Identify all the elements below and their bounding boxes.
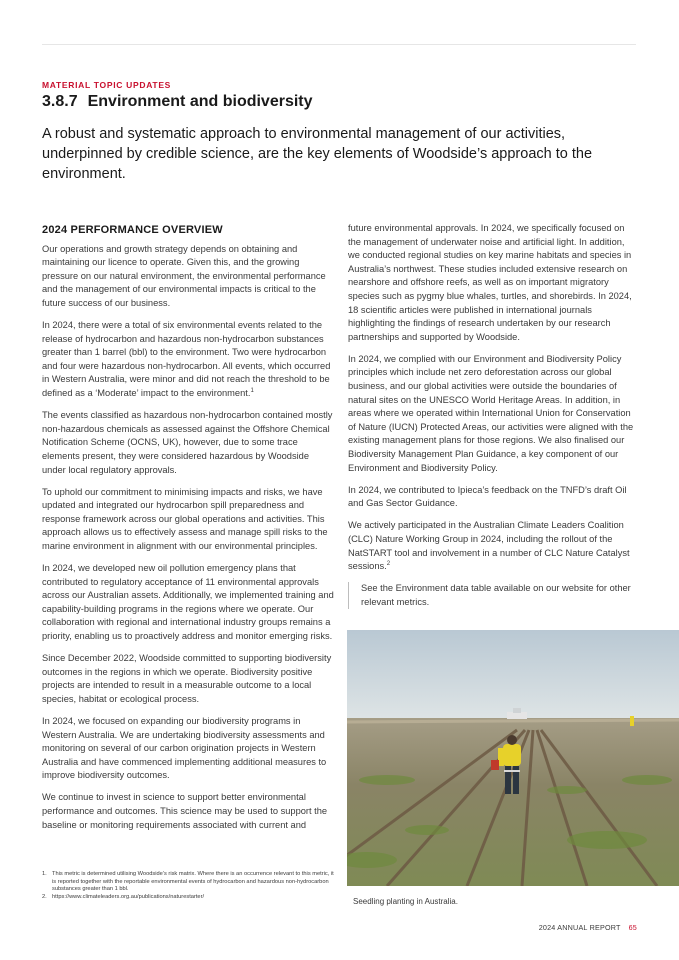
left-column — [42, 224, 334, 841]
footnote — [42, 894, 338, 902]
body-paragraph: To uphold our commitment to minimising impacts and risks, we have updated and integrated our hydrocarbon spill preparedness and response framework across our global operations and activities. This approach allows us to effectively assess and manage spill risks to the marine environment in alignment with our environmental principles. — [42, 486, 328, 551]
footnote-number: 2. — [42, 893, 47, 900]
body-paragraph: We actively participated in the Australian Climate Leaders Coalition (CLC) Nature Working Group in 2024, including the rollout of the NatSTART tool and involvement in a number of CLC Nature Catalyst sessions.$^2$ — [348, 520, 630, 572]
footnote-link[interactable]: https://www.climateleaders.org.au/publications/naturestarter/ — [52, 893, 205, 900]
lead-paragraph: A robust and systematic approach to environmental management of our activities, underpinned by credible science, are the key elements of Woodside’s approach to the environment. — [42, 126, 593, 182]
top-divider — [42, 44, 636, 45]
body-paragraph: Our operations and growth strategy depends on obtaining and maintaining our licence to operate. Given this, and the growing pressure on our natural environment, the environmental performance and the management of our environmental impacts is critical to the future success of our business. — [42, 243, 326, 308]
body-paragraph: In 2024, we complied with our Environment and Biodiversity Policy principles which include net zero deforestation across our global business, and our global activities were outside the boundaries of natural sites on the UNESCO World Heritage Areas. In addition, in areas where we operated within International Union for Conservation of Nature (IUCN) Protected Areas, our activities were aligned with the existing management plans for those regions. We also finalised our Biodiversity Management Plan Guidance, a key component of our Environment and Biodiversity Policy. — [348, 353, 634, 473]
report-name: 2024 ANNUAL REPORT — [538, 923, 621, 932]
footnote-ref[interactable]: 1 — [250, 387, 254, 394]
footnote — [42, 871, 338, 894]
body-paragraph: In 2024, there were a total of six environmental events related to the release of hydrocarbon and hazardous non-hydrocarbon substances greater than 1 barrel (bbl) to the environment. Two were hydrocarbon and four were hazardous non-hydrocarbon. All events, which occurred in Western Australia, were minor and did not reach the threshold to be defined as a ‘Moderate’ impact to the environment.$^1$ — [42, 320, 331, 399]
performance-overview-heading: 2024 PERFORMANCE OVERVIEW — [42, 224, 223, 236]
seedling-planting-photo — [347, 630, 679, 886]
footnote-ref[interactable]: 2 — [386, 561, 391, 568]
photo-caption: Seedling planting in Australia. — [353, 897, 458, 906]
section-title: Environment and biodiversity — [87, 93, 313, 110]
page-number: 65 — [628, 923, 637, 932]
footnote-text: This metric is determined utilising Woodside’s risk matrix. Where there is an occurrence relevant to this metric, it is reported together with the reportable environmental events of hydrocarbon and hazardous non-hydrocarbon substances greater than 1 bbl. — [52, 871, 334, 893]
body-paragraph: In 2024, we contributed to Ipieca’s feedback on the TNFD’s draft Oil and Gas Sector Guidance. — [348, 484, 627, 509]
body-paragraph: In 2024, we developed new oil pollution emergency plans that contributed to regulatory acceptance of 11 environmental approvals across our Australian assets. Additionally, we implemented training and capability-building programs in the regions where we operate. Our collaboration with regional and international industry groups remains a priority, enabling us to proactively address and monitor emerging risks. — [42, 563, 334, 642]
section-number: 3.8.7 — [42, 93, 78, 110]
body-paragraph: future environmental approvals. In 2024, we specifically focused on the management of underwater noise and artificial light. In addition, we conducted regional studies on key marine habitats and species in Australia’s northwest. These studies included extensive research on nearshore and offshore reefs, as well as on important migratory species such as pygmy blue whales, turtles, and shorebirds. In 2024, 18 scientific articles were published in international journals highlighting the findings of research undertaken by our research partnerships and supported by Woodside. — [348, 223, 632, 342]
right-column — [348, 222, 638, 609]
body-paragraph: The events classified as hazardous non-hydrocarbon contained mostly non-hazardous chemicals as assessed against the Offshore Chemical Notification Scheme (OCNS, UK), however, due to some trace elements present, they were considered hazardous by Woodside under local regulatory approvals. — [42, 410, 333, 475]
section-kicker: MATERIAL TOPIC UPDATES — [42, 80, 172, 90]
section-heading — [42, 93, 313, 111]
body-paragraph: We continue to invest in science to support better environmental performance and outcomes. This science may be used to support the baseline or monitoring requirements associated with current and — [42, 792, 328, 830]
data-table-callout: See the Environment data table available on our website for other relevant metrics. — [348, 582, 638, 609]
body-paragraph: In 2024, we focused on expanding our biodiversity programs in Western Australia. We are undertaking biodiversity assessments and monitoring on several of our carbon origination projects in Western Australia and have commenced implementing additional measures to improve biodiversity outcomes. — [42, 716, 327, 781]
footnote-number: 1. — [42, 871, 47, 877]
page-footer — [539, 923, 637, 932]
body-paragraph: Since December 2022, Woodside committed to supporting biodiversity outcomes in the regions in which we operate. Biodiversity positive projects are intended to result in a measurable outcome to a local species, habitat or ecological process. — [42, 653, 332, 704]
footnotes — [42, 871, 338, 901]
